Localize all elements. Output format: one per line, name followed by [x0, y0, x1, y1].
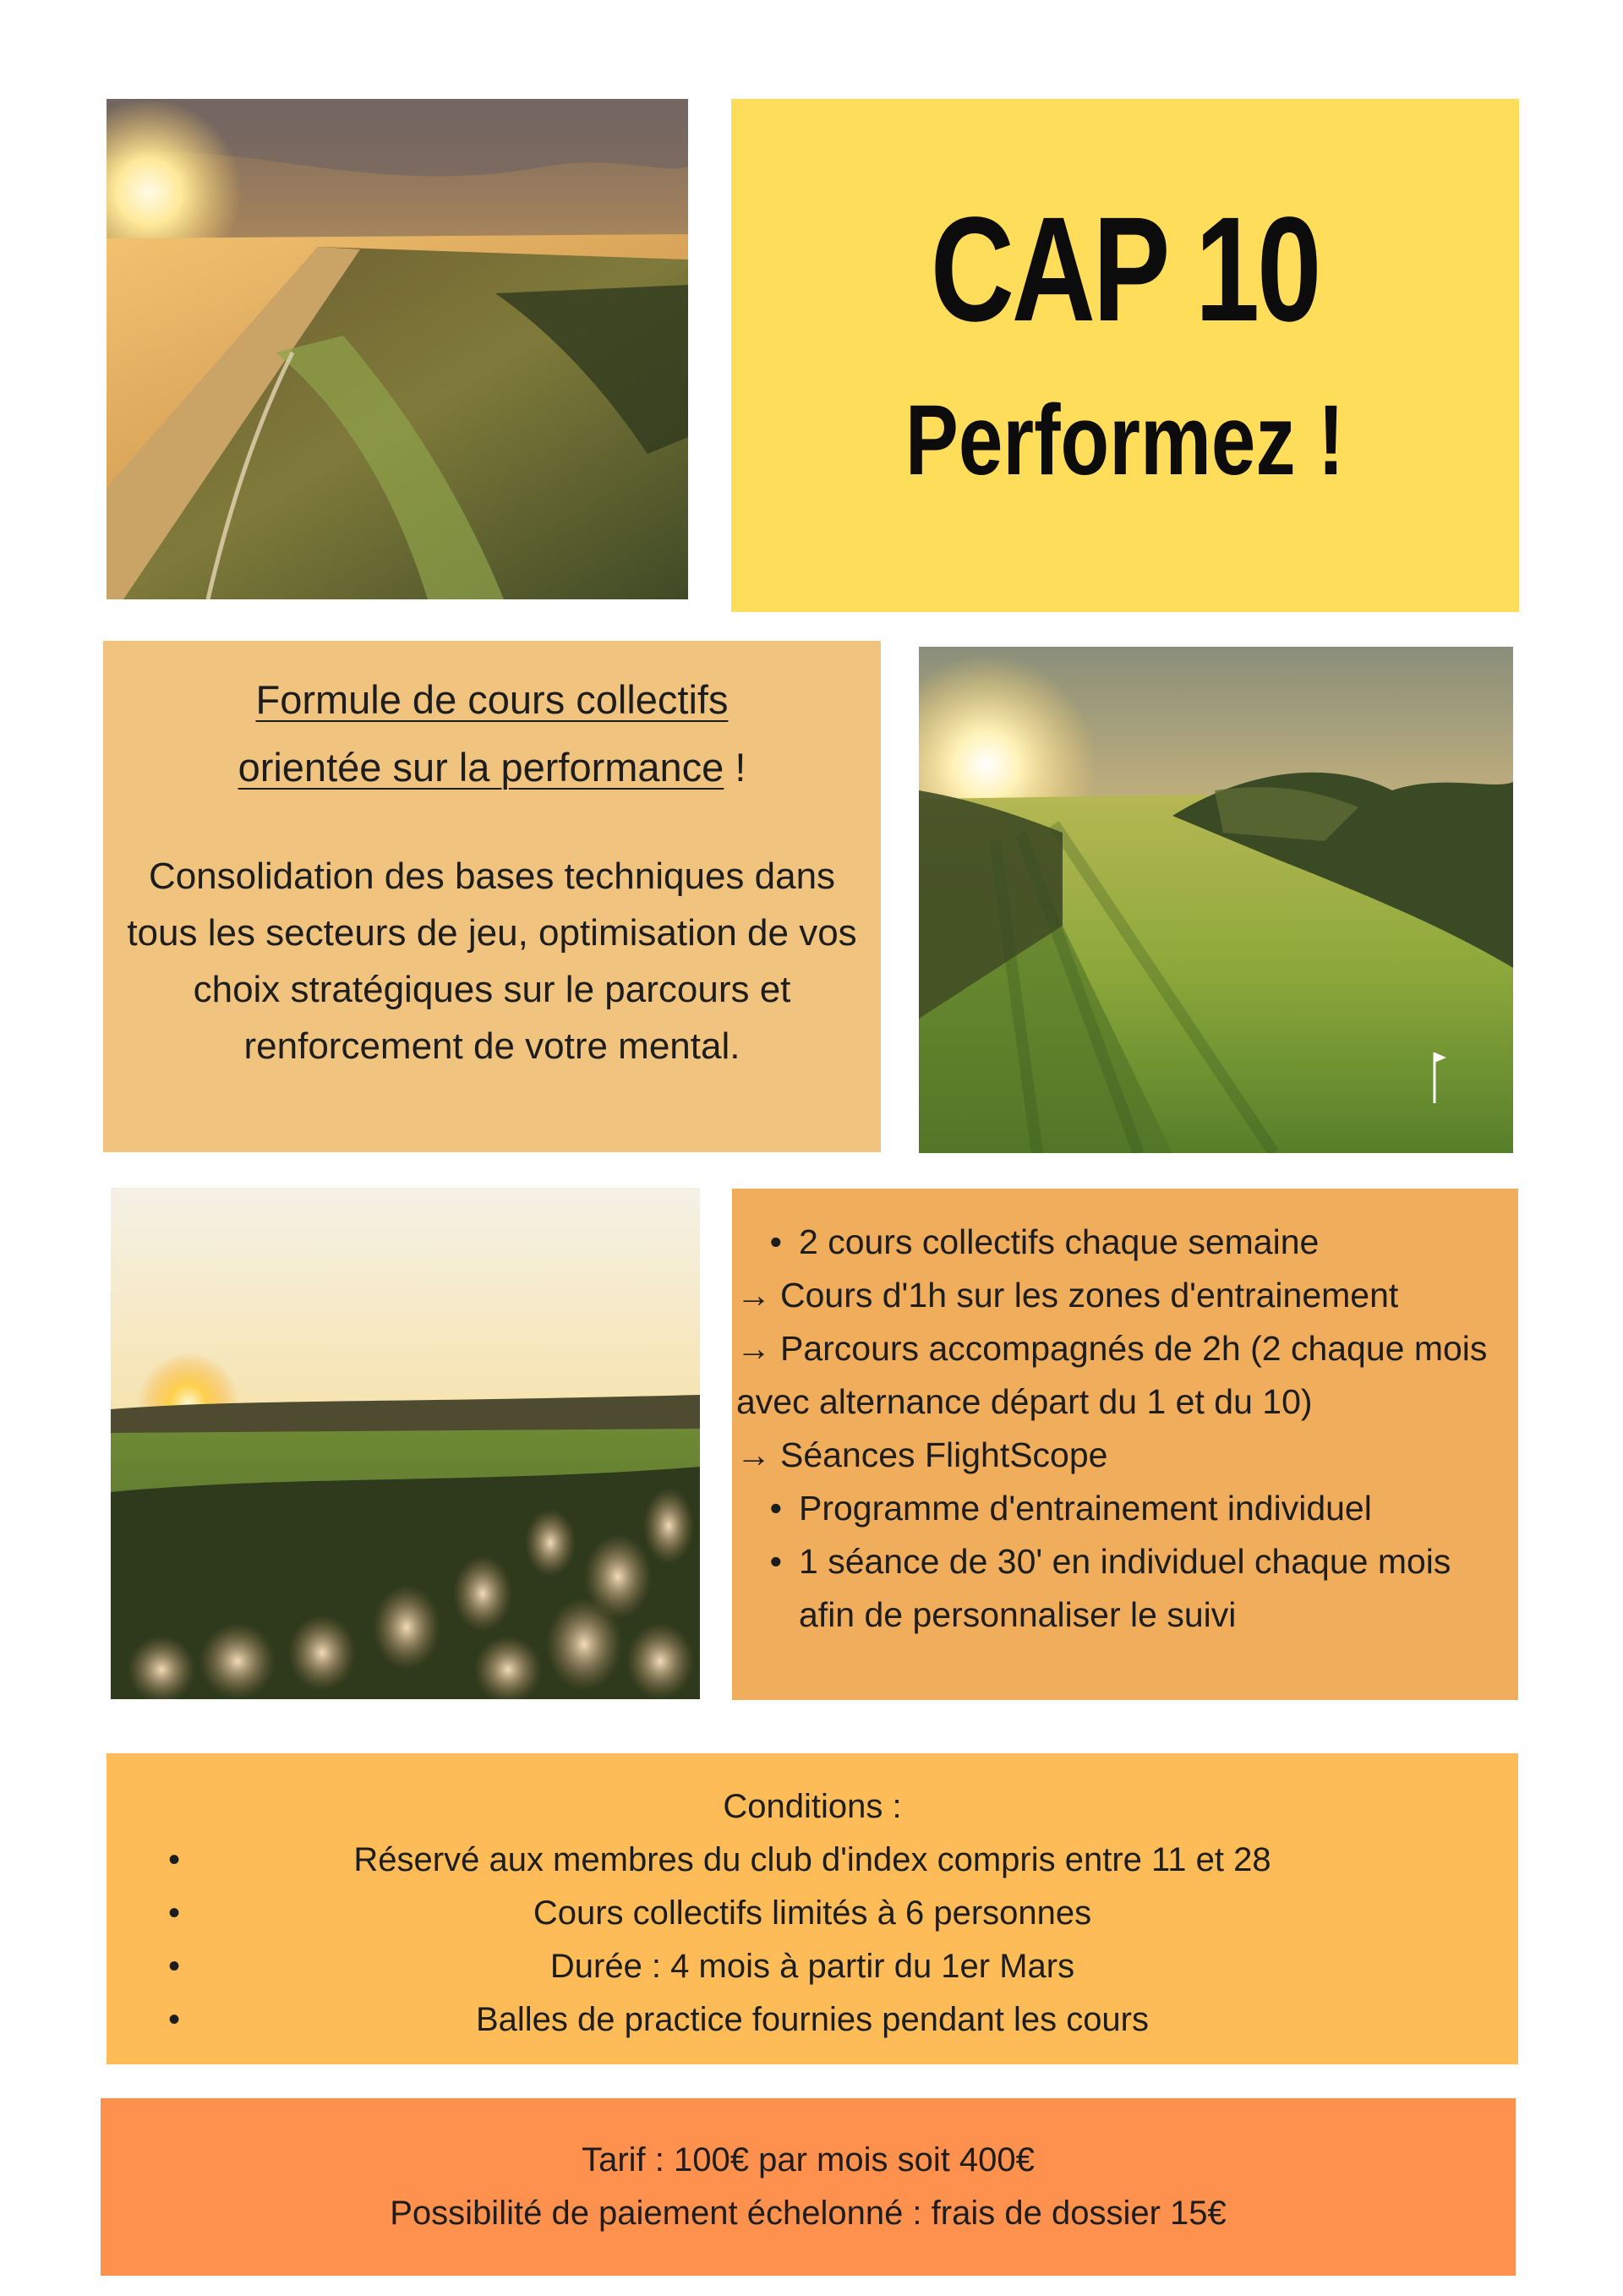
feature-text: → Parcours accompagnés de 2h (2 chaque mois avec alternance départ du 1 et du 10)	[736, 1322, 1510, 1429]
bullet-icon: •	[769, 1542, 782, 1581]
title-card	[731, 99, 1519, 612]
feature-text: Séances FlightScope	[780, 1435, 1108, 1474]
condition-item	[107, 1993, 1518, 2047]
feature-text: 2 cours collectifs chaque semaine	[799, 1222, 1320, 1261]
price-line: Tarif : 100€ par mois soit 400€	[582, 2141, 1035, 2178]
feature-text: 1 séance de 30' en individuel chaque mois afin de personnaliser le suivi	[799, 1542, 1451, 1634]
condition-text: Durée : 4 mois à partir du 1er Mars	[549, 1948, 1075, 1985]
condition-item	[107, 1887, 1518, 1940]
condition-item	[107, 1834, 1518, 1887]
intro-heading-line2: orientée sur la performance	[238, 745, 724, 790]
bullet-icon: •	[168, 1948, 181, 1985]
page-subtitle: Performez !	[905, 385, 1345, 496]
intro-heading	[103, 666, 881, 801]
conditions-title: Conditions :	[723, 1788, 902, 1825]
intro-heading-line1: Formule de cours collectifs	[255, 677, 729, 722]
feature-text: Programme d'entrainement individuel	[799, 1489, 1372, 1528]
payment-terms-line: Possibilité de paiement échelonné : frais de dossier 15€	[390, 2195, 1227, 2232]
condition-text: Cours collectifs limités à 6 personnes	[533, 1894, 1092, 1932]
condition-text: Balles de practice fournies pendant les cours	[475, 2001, 1149, 2038]
intro-heading-suffix: !	[724, 745, 746, 790]
page-title: CAP 10	[931, 187, 1320, 353]
bullet-icon: •	[168, 1841, 181, 1878]
condition-text: Réservé aux membres du club d'index compris entre 11 et 28	[353, 1841, 1271, 1878]
feature-item	[736, 1269, 1510, 1322]
conditions-card	[107, 1753, 1518, 2064]
coastal-golf-photo	[107, 99, 688, 599]
features-card	[732, 1189, 1518, 1700]
bullet-icon: •	[168, 2001, 181, 2038]
intro-body: Consolidation des bases techniques dans tous les secteurs de jeu, optimisation de vos choix stratégiques sur le parcours et renforcement de votre mental.	[127, 856, 857, 1067]
feature-item	[736, 1482, 1510, 1535]
feature-item	[736, 1322, 1510, 1429]
bullet-icon: •	[769, 1222, 782, 1261]
bullet-icon: •	[769, 1489, 782, 1528]
arrow-right-icon: →	[736, 1435, 771, 1474]
fairway-sunset-photo	[919, 647, 1513, 1153]
feature-item	[736, 1216, 1510, 1269]
meadow-sunset-photo	[111, 1188, 700, 1699]
condition-item	[107, 1940, 1518, 1993]
arrow-right-icon: →	[736, 1329, 771, 1368]
feature-item	[736, 1429, 1510, 1482]
feature-text: Cours d'1h sur les zones d'entrainement	[780, 1276, 1399, 1315]
price-card	[101, 2098, 1516, 2276]
arrow-right-icon: →	[736, 1276, 771, 1315]
intro-card	[103, 641, 881, 1152]
feature-item	[736, 1535, 1510, 1642]
bullet-icon: •	[168, 1894, 181, 1932]
